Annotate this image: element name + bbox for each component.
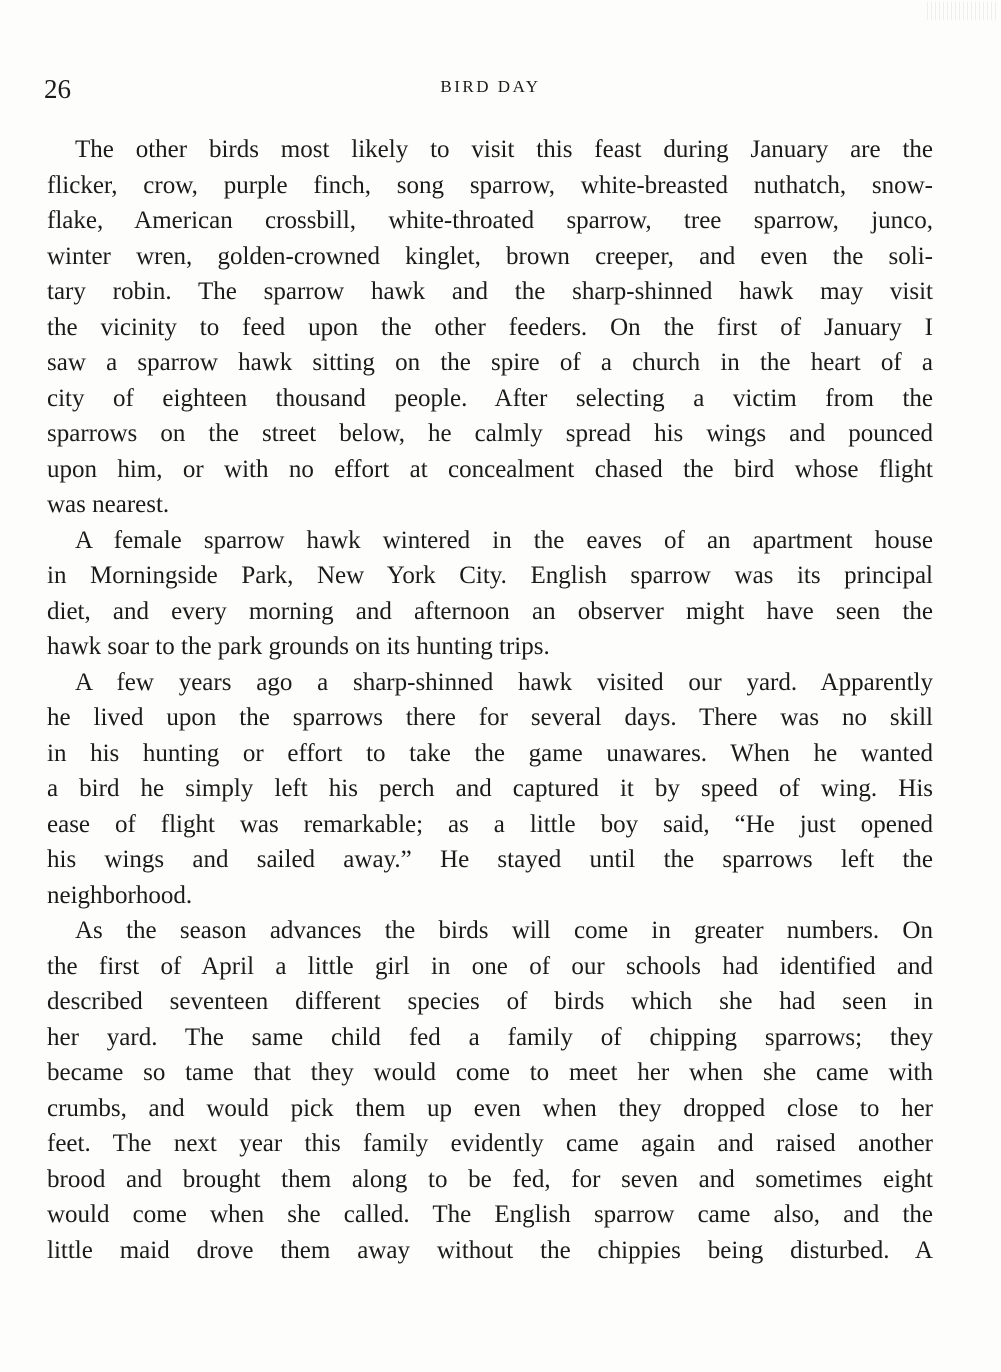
text-line: crumbs, and would pick them up even when they dropped close to her [47, 1094, 933, 1122]
text-line: city of eighteen thousand people. After selecting a victim from the [47, 384, 933, 412]
text-line: in Morningside Park, New York City. English sparrow was its principal [47, 562, 933, 589]
text-line: tary robin. The sparrow hawk and the sharp-shinned hawk may visit [47, 278, 933, 305]
text-line: sparrows on the street below, he calmly spread his wings and pounced [47, 420, 933, 447]
text-line: would come when she called. The English sparrow came also, and the [47, 1201, 933, 1228]
page-header [0, 70, 1001, 110]
page-number: 26 [44, 74, 71, 104]
text-line: the first of April a little girl in one of our schools had identified and [47, 952, 933, 980]
text-line: ease of flight was remarkable; as a little boy said, “He just opened [47, 810, 933, 838]
text-line: winter wren, golden-crowned kinglet, brown creeper, and even the soli- [47, 242, 933, 270]
text-line: little maid drove them away without the chippies being disturbed. A [47, 1236, 933, 1264]
text-line: a bird he simply left his perch and captured it by speed of wing. His [47, 775, 933, 802]
text-line: the vicinity to feed upon the other feeders. On the first of January I [47, 313, 933, 341]
text-line: saw a sparrow hawk sitting on the spire of a church in the heart of a [47, 349, 933, 376]
text-line: As the season advances the birds will come in greater numbers. On [75, 917, 933, 944]
text-line: The other birds most likely to visit this feast during January are the [75, 136, 933, 163]
text-line: his wings and sailed away.” He stayed until the sparrows left the [47, 846, 933, 873]
text-line: neighborhood. [47, 881, 193, 909]
text-line: brood and brought them along to be fed, for seven and sometimes eight [47, 1165, 933, 1193]
text-line: diet, and every morning and afternoon an observer might have seen the [47, 597, 933, 625]
text-line: in his hunting or effort to take the game unawares. When he wanted [47, 739, 933, 767]
text-line: A female sparrow hawk wintered in the eaves of an apartment house [75, 526, 933, 554]
body-text [47, 132, 933, 1268]
text-line: A few years ago a sharp-shinned hawk visited our yard. Apparently [75, 668, 933, 696]
text-line: feet. The next year this family evidently came again and raised another [47, 1130, 933, 1157]
text-line: flake, American crossbill, white-throated sparrow, tree sparrow, junco, [47, 207, 933, 234]
text-line: her yard. The same child fed a family of chipping sparrows; they [47, 1023, 933, 1051]
text-line: became so tame that they would come to meet her when she came with [47, 1059, 933, 1086]
text-line: he lived upon the sparrows there for several days. There was no skill [47, 704, 933, 731]
scan-artifact [927, 2, 997, 20]
text-line: described seventeen different species of birds which she had seen in [47, 988, 933, 1015]
text-line: flicker, crow, purple finch, song sparrow, white-breasted nuthatch, snow- [47, 171, 933, 199]
text-line: hawk soar to the park grounds on its hunting trips. [47, 633, 550, 660]
running-title: BIRD DAY [440, 77, 541, 96]
text-line: upon him, or with no effort at concealment chased the bird whose flight [47, 455, 933, 483]
text-line: was nearest. [47, 491, 170, 518]
